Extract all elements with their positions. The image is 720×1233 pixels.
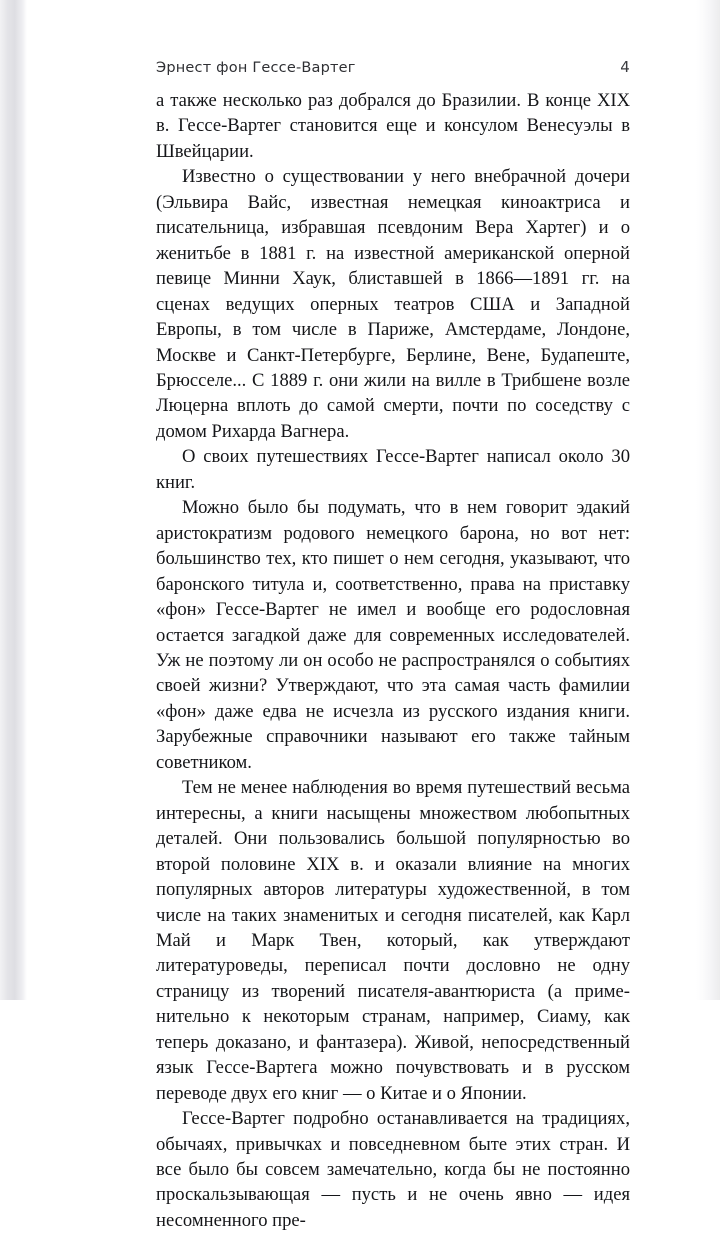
book-spine-shadow-left bbox=[0, 0, 27, 1000]
page-number: 4 bbox=[620, 58, 630, 76]
running-head bbox=[156, 58, 630, 80]
paragraph: Гессе-Вартег подробно останавливается на традициях, обычаях, привычках и повседневном быте этих стран. И все было бы совсем замечательно, когда бы не постоянно проскальзывающая — пусть и не очень явно — идея несомненного пре- bbox=[156, 1108, 630, 1231]
paragraph: Тем не менее наблюдения во время путешествий весьма интересны, а книги насыщены множеством любопытных деталей. Они пользовались большой популярностью во второй половине XIX в. и оказали влияние на многих популярных авторов литературы художественной, в том числе на таких знаменитых и сегодня писателей, как Карл Май и Марк Твен, который, как утверждают литературоведы, переписал почти дословно не одну страницу из творений писателя-авантюриста (а применительно к некоторым странам, например, Сиаму, как теперь доказано, и фантазера). Живой, непосредственный язык Гессе-Вартега можно почувствовать и в русском переводе двух его книг — о Китае и о Японии. bbox=[156, 777, 630, 1104]
paragraph: а также несколько раз добрался до Бразилии. В конце XIX в. Гессе-Вартег становится еще и консулом Венесуэлы в Швейцарии. bbox=[156, 90, 630, 162]
page-edge-shadow-right bbox=[696, 0, 720, 1000]
body-text-block bbox=[156, 88, 630, 1233]
running-head-title: Эрнест фон Гессе-Вартег bbox=[156, 60, 356, 76]
paragraph: Можно было бы подумать, что в нем говорит эдакий аристократизм родового немецкого барона, но вот нет: большинство тех, кто пишет о нем сегодня, указывают, что баронского титула и, соответственно, права на приставку «фон» Гессе-Вартег не имел и вообще его родословная остается загадкой даже для современных исследователей. Уж не поэтому ли он особо не распространялся о событиях своей жизни? Утверждают, что эта самая часть фамилии «фон» даже едва не исчезла из русского издания книги. Зарубежные справочники называют его также тайным советником. bbox=[156, 497, 630, 773]
paragraph: О своих путешествиях Гессе-Вартег написал около 30 книг. bbox=[156, 446, 630, 493]
paragraph: Известно о существовании у него внебрачной дочери (Эльвира Вайс, известная немецкая киноактриса и писательница, избравшая псевдоним Вера Хартег) и о женитьбе в 1881 г. на известной американской оперной певице Минни Хаук, блиставшей в 1866—1891 гг. на сценах ведущих оперных театров США и Западной Европы, в том числе в Париже, Амстердаме, Лондоне, Москве и Санкт-Петербурге, Берлине, Вене, Будапеште, Брюсселе... С 1889 г. они жили на вилле в Трибшене возле Люцерна вплоть до самой смерти, почти по соседству с домом Рихарда Вагнера. bbox=[156, 166, 630, 442]
page-sheet bbox=[27, 0, 696, 1231]
